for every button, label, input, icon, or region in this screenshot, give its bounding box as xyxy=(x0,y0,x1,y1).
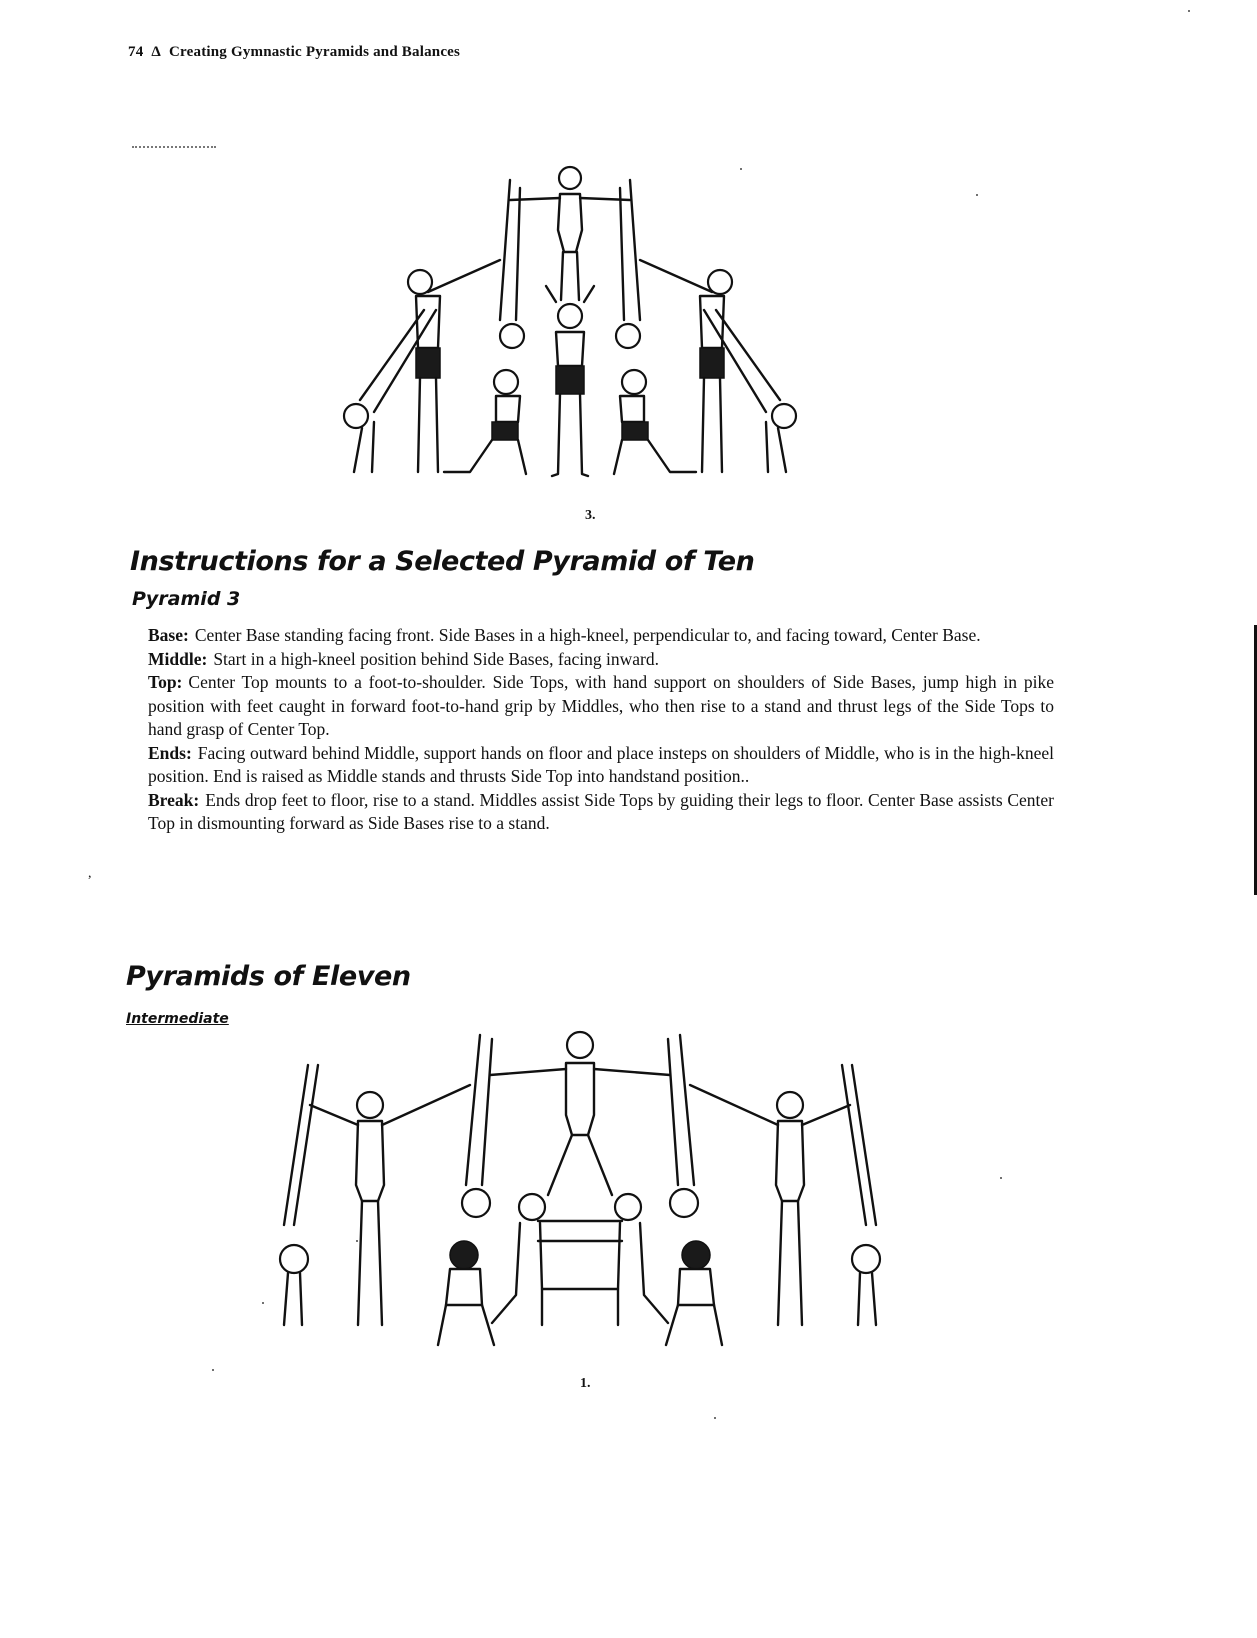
instruction-text: Start in a high-kneel position behind Side Bases, facing inward. xyxy=(213,648,659,669)
book-title: Creating Gymnastic Pyramids and Balances xyxy=(169,44,461,60)
figure-caption: 1. xyxy=(580,1376,591,1391)
center-base-figures xyxy=(492,1194,668,1325)
instruction-break xyxy=(148,789,1054,836)
side-base-right xyxy=(614,370,696,474)
middle-right xyxy=(640,260,732,472)
side-base-left xyxy=(444,370,526,474)
running-head xyxy=(128,44,460,61)
side-top-right xyxy=(616,180,640,348)
side-top-left xyxy=(462,1035,492,1217)
margin-mark: , xyxy=(88,866,92,881)
section-heading-pyramids-of-eleven: Pyramids of Eleven xyxy=(126,961,411,992)
term-label: Ends: xyxy=(148,742,192,763)
side-top-left xyxy=(500,180,524,348)
instruction-text: Facing outward behind Middle, support hands on floor and place insteps on shoulders of Middle, who is in the high-kneel position. End is raised as Middle stands and thrusts Side Top into handstand position.. xyxy=(148,742,1054,786)
scan-speck xyxy=(262,1302,264,1304)
instruction-text: Center Base standing facing front. Side Bases in a high-kneel, perpendicular to, and facing toward, Center Base. xyxy=(194,625,981,645)
instruction-ends xyxy=(148,742,1054,789)
center-top-figure xyxy=(510,167,630,300)
middle-left xyxy=(408,260,500,472)
pyramid-of-eleven-illustration xyxy=(270,1025,890,1370)
scan-speck xyxy=(740,168,742,170)
scan-speck xyxy=(212,1369,214,1371)
center-top-figure xyxy=(490,1032,670,1195)
term-label: Middle: xyxy=(148,648,208,669)
end-left xyxy=(344,310,436,472)
subheading-intermediate: Intermediate xyxy=(126,1011,229,1027)
instructions-list xyxy=(148,624,1054,836)
instruction-base xyxy=(148,624,1054,648)
middle-left xyxy=(310,1085,470,1325)
page-number: 74 xyxy=(128,44,144,60)
section-heading-pyramid-of-ten: Instructions for a Selected Pyramid of Ten xyxy=(130,546,755,577)
figure-caption: 3. xyxy=(585,508,596,523)
side-top-right xyxy=(668,1035,698,1217)
scan-speck xyxy=(714,1417,716,1419)
scan-speck xyxy=(1000,1177,1002,1179)
term-label: Break: xyxy=(148,789,200,810)
scan-speck xyxy=(976,194,978,196)
pyramid-of-ten-illustration xyxy=(320,160,860,510)
term-label: Base: xyxy=(148,625,189,645)
instruction-text: Center Top mounts to a foot-to-shoulder. Side Tops, with hand support on shoulders of Side Bases, jump high in pike position with feet caught in forward foot-to-hand grip by Middles, who then rise to a stand and thrust legs of the Side Tops to hand grasp of Center Top. xyxy=(148,672,1054,739)
end-right xyxy=(704,310,796,472)
side-base-right xyxy=(666,1241,722,1345)
instruction-middle xyxy=(148,648,1054,672)
scan-speck xyxy=(356,1240,358,1242)
end-right xyxy=(842,1065,880,1325)
end-left xyxy=(280,1065,318,1325)
side-base-left xyxy=(438,1241,494,1345)
center-base-figure xyxy=(546,286,594,476)
subheading-pyramid-3: Pyramid 3 xyxy=(132,588,241,610)
term-label: Top: xyxy=(148,672,183,692)
smudged-label xyxy=(132,128,216,148)
middle-right xyxy=(690,1085,850,1325)
instruction-top xyxy=(148,671,1054,742)
triangle-separator: Δ xyxy=(151,44,162,60)
instruction-text: Ends drop feet to floor, rise to a stand. Middles assist Side Tops by guiding their legs to floor. Center Base assists Center Top in dismounting forward as Side Bases rise to a stand. xyxy=(148,789,1054,833)
scan-speck xyxy=(1188,10,1190,12)
